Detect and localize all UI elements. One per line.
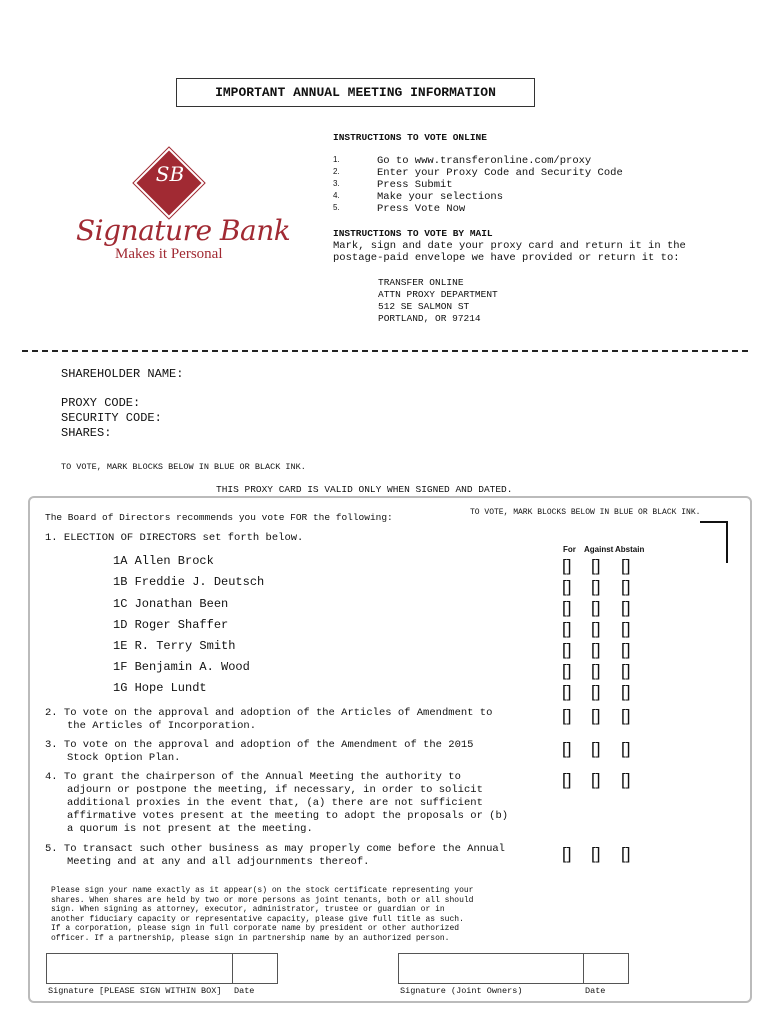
mail-heading: INSTRUCTIONS TO VOTE BY MAIL <box>333 228 493 239</box>
security-code-label: SECURITY CODE: <box>61 411 162 425</box>
proposal-line: 3. To vote on the approval and adoption of the Amendment of the 2015 <box>45 739 474 751</box>
proxy-code-label: PROXY CODE: <box>61 396 141 410</box>
vote-2-for[interactable]: [] <box>562 706 572 725</box>
vote-1g-for[interactable]: [] <box>562 682 572 701</box>
online-step <box>333 155 673 167</box>
vote-1e-for[interactable]: [] <box>562 640 572 659</box>
proposal-line: Meeting and at any and all adjournments thereof. <box>67 856 370 868</box>
vote-1e-abstain[interactable]: [] <box>621 640 631 659</box>
instruction-line: another fiduciary capacity or representative capacity, please give full title as such. <box>51 914 464 924</box>
shares-label: SHARES: <box>61 426 112 440</box>
date-label: Date <box>234 986 255 996</box>
vote-1c-abstain[interactable]: [] <box>621 598 631 617</box>
logo-tagline: Makes it Personal <box>115 246 223 262</box>
instruction-line: shares. When shares are held by two or more persons as joint tenants, both or all should <box>51 895 474 905</box>
column-abstain: Abstain <box>615 545 645 554</box>
signature-date-divider <box>232 953 233 984</box>
proposal-1: 1. ELECTION OF DIRECTORS set forth below. <box>45 532 304 544</box>
vote-1a-for[interactable]: [] <box>562 556 572 575</box>
vote-4-against[interactable]: [] <box>591 770 601 789</box>
step-number: 4. <box>333 191 340 200</box>
instruction-line: officer. If a partnership, please sign in partnership name by an authorized person. <box>51 933 450 943</box>
director-1d: 1D Roger Shaffer <box>113 618 229 632</box>
vote-1c-for[interactable]: [] <box>562 598 572 617</box>
vote-3-abstain[interactable]: [] <box>621 739 631 758</box>
proposal-line: additional proxies in the event that, (a) there are not sufficient <box>67 797 483 809</box>
vote-1d-for[interactable]: [] <box>562 619 572 638</box>
online-step <box>333 179 673 191</box>
proposal-line: Stock Option Plan. <box>67 752 181 764</box>
proposal-line: a quorum is not present at the meeting. <box>67 823 313 835</box>
vote-4-for[interactable]: [] <box>562 770 572 789</box>
vote-1f-abstain[interactable]: [] <box>621 661 631 680</box>
mail-address <box>378 277 498 325</box>
vote-1f-for[interactable]: [] <box>562 661 572 680</box>
signing-instructions <box>51 886 473 944</box>
step-number: 5. <box>333 203 340 212</box>
step-number: 1. <box>333 155 340 164</box>
vote-5-abstain[interactable]: [] <box>621 844 631 863</box>
vote-1c-against[interactable]: [] <box>591 598 601 617</box>
valid-note: THIS PROXY CARD IS VALID ONLY WHEN SIGNED AND DATED. <box>216 484 513 495</box>
vote-1d-abstain[interactable]: [] <box>621 619 631 638</box>
column-against: Against <box>584 545 614 554</box>
cut-line <box>22 350 748 352</box>
vote-1a-abstain[interactable]: [] <box>621 556 631 575</box>
online-step <box>333 203 673 215</box>
step-text: Enter your Proxy Code and Security Code <box>377 167 623 179</box>
step-text: Make your selections <box>377 191 504 203</box>
instruction-line: sign. When signing as attorney, executor, administrator, trustee or guardian or in <box>51 905 445 915</box>
joint-date-label: Date <box>585 986 606 996</box>
address-line: PORTLAND, OR 97214 <box>378 313 481 324</box>
vote-3-against[interactable]: [] <box>591 739 601 758</box>
online-step <box>333 167 673 179</box>
director-1b: 1B Freddie J. Deutsch <box>113 575 265 589</box>
proposal-line: the Articles of Incorporation. <box>67 720 257 732</box>
logo-monogram: SB <box>155 162 185 186</box>
proposal-line: 5. To transact such other business as may properly come before the Annual <box>45 843 505 855</box>
step-text: Press Submit <box>377 179 453 191</box>
director-1e: 1E R. Terry Smith <box>113 639 236 653</box>
step-number: 2. <box>333 167 340 176</box>
vote-5-for[interactable]: [] <box>562 844 572 863</box>
card-ink-note: TO VOTE, MARK BLOCKS BELOW IN BLUE OR BLACK INK. <box>470 508 701 517</box>
address-line: TRANSFER ONLINE <box>378 277 464 288</box>
mail-line-1: Mark, sign and date your proxy card and return it in the <box>333 240 686 252</box>
vote-2-against[interactable]: [] <box>591 706 601 725</box>
vote-3-for[interactable]: [] <box>562 739 572 758</box>
board-recommendation: The Board of Directors recommends you vote FOR the following: <box>45 512 393 523</box>
registration-corner-mark <box>700 521 728 563</box>
proposal-3 <box>45 739 473 765</box>
column-for: For <box>563 545 576 554</box>
proposal-line: 4. To grant the chairperson of the Annual Meeting the authority to <box>45 771 461 783</box>
vote-1b-against[interactable]: [] <box>591 577 601 596</box>
director-1c: 1C Jonathan Been <box>113 597 229 611</box>
ink-note: TO VOTE, MARK BLOCKS BELOW IN BLUE OR BLACK INK. <box>61 462 306 472</box>
instruction-line: Please sign your name exactly as it appear(s) on the stock certificate representing your <box>51 886 474 895</box>
mail-line-2: postage-paid envelope we have provided or return it to: <box>333 252 680 264</box>
vote-1f-against[interactable]: [] <box>591 661 601 680</box>
signature-box[interactable] <box>46 953 278 984</box>
proposal-5 <box>45 843 505 869</box>
vote-4-abstain[interactable]: [] <box>621 770 631 789</box>
joint-signature-box[interactable] <box>398 953 629 984</box>
step-text: Go to www.transferonline.com/proxy <box>377 155 592 167</box>
address-line: ATTN PROXY DEPARTMENT <box>378 289 498 300</box>
director-1g: 1G Hope Lundt <box>113 681 207 695</box>
proposal-line: adjourn or postpone the meeting, if necessary, in order to solicit <box>67 784 483 796</box>
joint-signature-label: Signature (Joint Owners) <box>400 986 523 996</box>
proposal-2 <box>45 707 492 733</box>
director-1f: 1F Benjamin A. Wood <box>113 660 250 674</box>
logo-name: Signature Bank <box>76 214 291 247</box>
page-title: IMPORTANT ANNUAL MEETING INFORMATION <box>176 78 535 107</box>
step-text: Press Vote Now <box>377 203 466 215</box>
vote-1d-against[interactable]: [] <box>591 619 601 638</box>
vote-1g-abstain[interactable]: [] <box>621 682 631 701</box>
director-1a: 1A Allen Brock <box>113 554 214 568</box>
vote-2-abstain[interactable]: [] <box>621 706 631 725</box>
proposal-line: affirmative votes present at the meeting to adopt the proposals or (b) <box>67 810 509 822</box>
vote-1a-against[interactable]: [] <box>591 556 601 575</box>
vote-1e-against[interactable]: [] <box>591 640 601 659</box>
online-step <box>333 191 673 203</box>
online-heading: INSTRUCTIONS TO VOTE ONLINE <box>333 132 487 143</box>
address-line: 512 SE SALMON ST <box>378 301 470 312</box>
online-steps <box>333 155 673 215</box>
vote-5-against[interactable]: [] <box>591 844 601 863</box>
instruction-line: If a corporation, please sign in full corporate name by president or other authorized <box>51 924 460 934</box>
shareholder-name-label: SHAREHOLDER NAME: <box>61 367 184 381</box>
signature-label: Signature [PLEASE SIGN WITHIN BOX] <box>48 986 222 996</box>
vote-1b-abstain[interactable]: [] <box>621 577 631 596</box>
vote-1g-against[interactable]: [] <box>591 682 601 701</box>
step-number: 3. <box>333 179 340 188</box>
vote-1b-for[interactable]: [] <box>562 577 572 596</box>
proposal-line: 2. To vote on the approval and adoption of the Articles of Amendment to <box>45 707 493 719</box>
joint-date-divider <box>583 953 584 984</box>
proposal-4 <box>45 771 508 836</box>
